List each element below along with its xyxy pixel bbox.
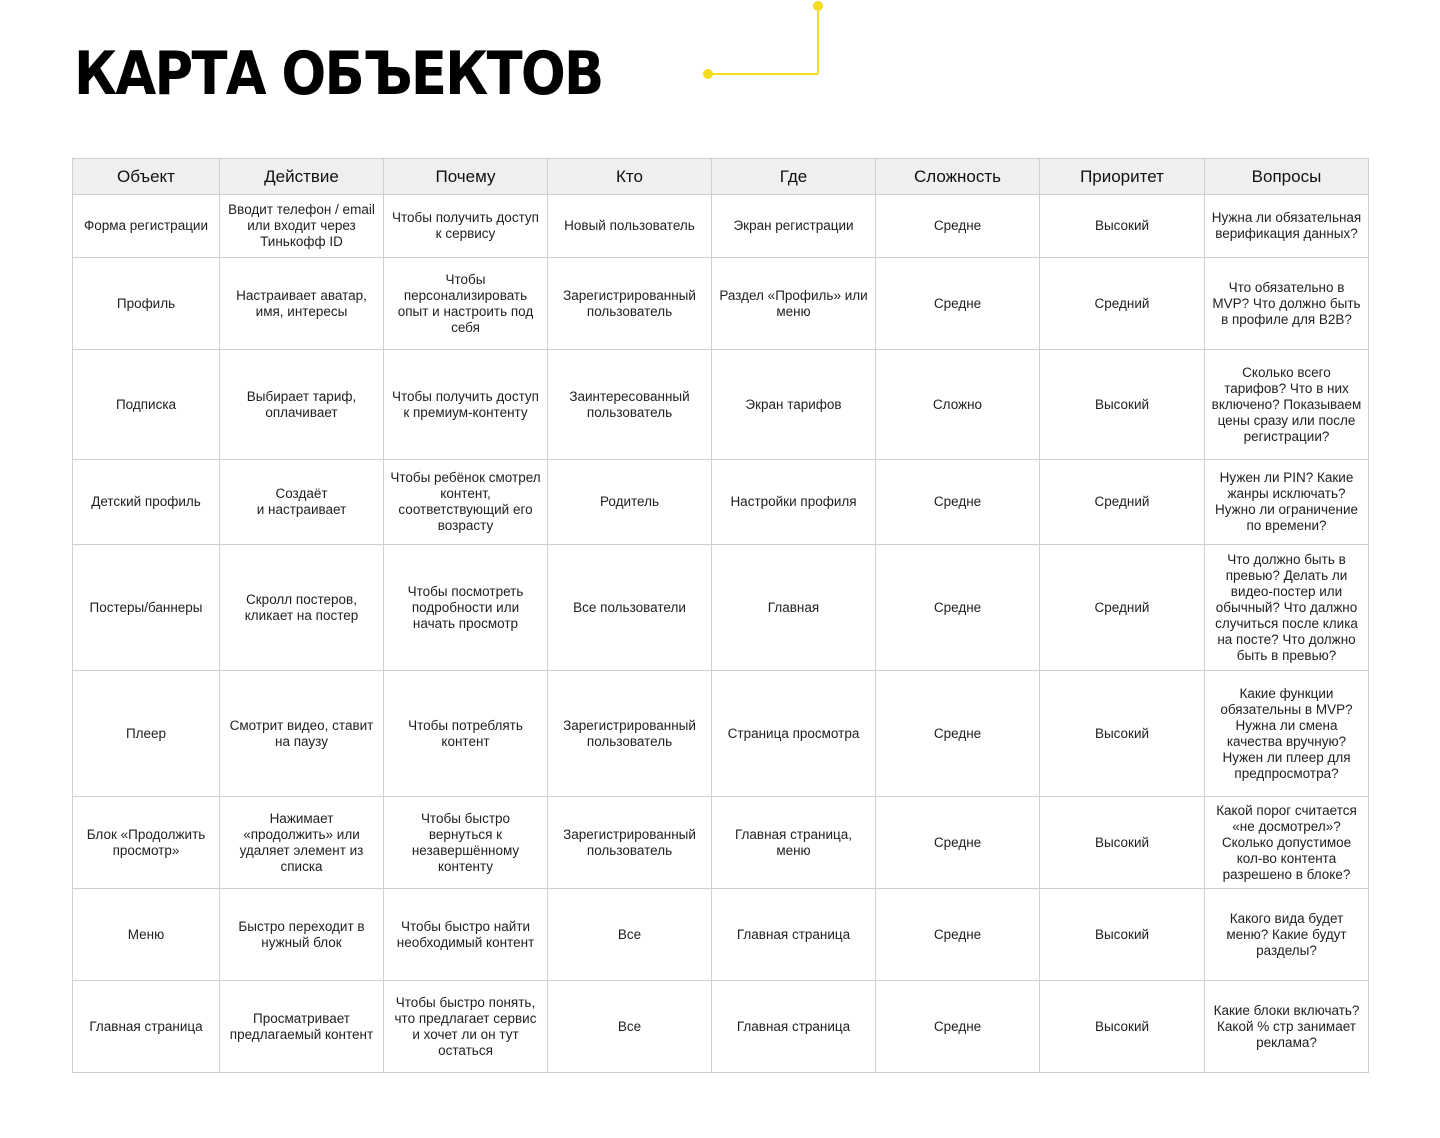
cell-action: Выбирает тариф, оплачивает bbox=[220, 350, 384, 460]
page-title: КАРТА ОБЪЕКТОВ bbox=[74, 39, 603, 109]
cell-questions: Какие функции обязательны в MVP? Нужна ли смена качества вручную? Нужен ли плеер для предпросмотра? bbox=[1205, 671, 1369, 797]
cell-questions: Что должно быть в превью? Делать ли видео-постер или обычный? Что далжно случиться после клика на посте? Что должно быть в превью? bbox=[1205, 545, 1369, 671]
cell-why: Чтобы получить доступ к премиум-контенту bbox=[384, 350, 548, 460]
cell-complexity: Средне bbox=[876, 889, 1040, 981]
cell-priority: Средний bbox=[1040, 258, 1205, 350]
header-who: Кто bbox=[548, 159, 712, 195]
cell-action: Смотрит видео, ставит на паузу bbox=[220, 671, 384, 797]
cell-complexity: Средне bbox=[876, 671, 1040, 797]
cell-who: Все пользователи bbox=[548, 545, 712, 671]
cell-why: Чтобы быстро найти необходимый контент bbox=[384, 889, 548, 981]
decorative-connector-line bbox=[690, 0, 840, 90]
cell-priority: Высокий bbox=[1040, 889, 1205, 981]
cell-object: Главная страница bbox=[73, 981, 220, 1073]
cell-complexity: Средне bbox=[876, 258, 1040, 350]
cell-who: Все bbox=[548, 889, 712, 981]
cell-where: Экран тарифов bbox=[712, 350, 876, 460]
cell-where: Экран регистрации bbox=[712, 195, 876, 258]
cell-priority: Высокий bbox=[1040, 195, 1205, 258]
cell-who: Новый пользователь bbox=[548, 195, 712, 258]
cell-who: Родитель bbox=[548, 460, 712, 545]
cell-object: Плеер bbox=[73, 671, 220, 797]
table-row bbox=[73, 195, 1369, 258]
cell-action: Скролл постеров, кликает на постер bbox=[220, 545, 384, 671]
header-why: Почему bbox=[384, 159, 548, 195]
cell-why: Чтобы персонализировать опыт и настроить под себя bbox=[384, 258, 548, 350]
cell-priority: Средний bbox=[1040, 460, 1205, 545]
table-row bbox=[73, 350, 1369, 460]
cell-object: Постеры/баннеры bbox=[73, 545, 220, 671]
cell-action: Нажимает «продолжить» или удаляет элемент из списка bbox=[220, 797, 384, 889]
cell-questions: Какие блоки включать? Какой % стр занимает реклама? bbox=[1205, 981, 1369, 1073]
cell-who: Зарегистрированный пользователь bbox=[548, 671, 712, 797]
cell-action: Создаёт и настраивает bbox=[220, 460, 384, 545]
cell-questions: Что обязательно в MVP? Что должно быть в профиле для B2B? bbox=[1205, 258, 1369, 350]
header-questions: Вопросы bbox=[1205, 159, 1369, 195]
table-row bbox=[73, 981, 1369, 1073]
object-map-table bbox=[72, 158, 1369, 1073]
table-row bbox=[73, 797, 1369, 889]
cell-questions: Какого вида будет меню? Какие будут разделы? bbox=[1205, 889, 1369, 981]
cell-action: Вводит телефон / email или входит через Тинькофф ID bbox=[220, 195, 384, 258]
cell-why: Чтобы потреблять контент bbox=[384, 671, 548, 797]
cell-action: Просматривает предлагаемый контент bbox=[220, 981, 384, 1073]
cell-questions: Какой порог считается «не досмотрел»? Сколько допустимое кол-во контента разрешено в блоке? bbox=[1205, 797, 1369, 889]
cell-complexity: Средне bbox=[876, 195, 1040, 258]
cell-object: Подписка bbox=[73, 350, 220, 460]
cell-who: Зарегистрированный пользователь bbox=[548, 797, 712, 889]
table-row bbox=[73, 545, 1369, 671]
cell-complexity: Средне bbox=[876, 797, 1040, 889]
cell-action: Настраивает аватар, имя, интересы bbox=[220, 258, 384, 350]
cell-where: Раздел «Профиль» или меню bbox=[712, 258, 876, 350]
table-row bbox=[73, 460, 1369, 545]
cell-who: Заинтересованный пользователь bbox=[548, 350, 712, 460]
cell-object: Блок «Продолжить просмотр» bbox=[73, 797, 220, 889]
cell-object: Меню bbox=[73, 889, 220, 981]
table-row bbox=[73, 889, 1369, 981]
cell-why: Чтобы получить доступ к сервису bbox=[384, 195, 548, 258]
header-object: Объект bbox=[73, 159, 220, 195]
cell-where: Страница просмотра bbox=[712, 671, 876, 797]
cell-object: Детский профиль bbox=[73, 460, 220, 545]
cell-questions: Сколько всего тарифов? Что в них включено? Показываем цены сразу или после регистрации? bbox=[1205, 350, 1369, 460]
cell-where: Настройки профиля bbox=[712, 460, 876, 545]
cell-where: Главная страница bbox=[712, 981, 876, 1073]
cell-priority: Средний bbox=[1040, 545, 1205, 671]
cell-questions: Нужна ли обязательная верификация данных? bbox=[1205, 195, 1369, 258]
cell-questions: Нужен ли PIN? Какие жанры исключать? Нужно ли ограничение по времени? bbox=[1205, 460, 1369, 545]
header-priority: Приоритет bbox=[1040, 159, 1205, 195]
cell-priority: Высокий bbox=[1040, 981, 1205, 1073]
cell-priority: Высокий bbox=[1040, 797, 1205, 889]
cell-priority: Высокий bbox=[1040, 671, 1205, 797]
cell-object: Профиль bbox=[73, 258, 220, 350]
header-complexity: Сложность bbox=[876, 159, 1040, 195]
cell-who: Зарегистрированный пользователь bbox=[548, 258, 712, 350]
cell-where: Главная страница bbox=[712, 889, 876, 981]
cell-who: Все bbox=[548, 981, 712, 1073]
cell-complexity: Сложно bbox=[876, 350, 1040, 460]
cell-why: Чтобы быстро понять, что предлагает сервис и хочет ли он тут остаться bbox=[384, 981, 548, 1073]
cell-complexity: Средне bbox=[876, 545, 1040, 671]
cell-complexity: Средне bbox=[876, 460, 1040, 545]
cell-why: Чтобы быстро вернуться к незавершённому контенту bbox=[384, 797, 548, 889]
cell-priority: Высокий bbox=[1040, 350, 1205, 460]
cell-complexity: Средне bbox=[876, 981, 1040, 1073]
cell-why: Чтобы посмотреть подробности или начать просмотр bbox=[384, 545, 548, 671]
header-action: Действие bbox=[220, 159, 384, 195]
cell-why: Чтобы ребёнок смотрел контент, соответствующий его возрасту bbox=[384, 460, 548, 545]
cell-object: Форма регистрации bbox=[73, 195, 220, 258]
table-row bbox=[73, 671, 1369, 797]
header-where: Где bbox=[712, 159, 876, 195]
table-row bbox=[73, 258, 1369, 350]
cell-action: Быстро переходит в нужный блок bbox=[220, 889, 384, 981]
cell-where: Главная страница, меню bbox=[712, 797, 876, 889]
table-header-row bbox=[73, 159, 1369, 195]
cell-where: Главная bbox=[712, 545, 876, 671]
